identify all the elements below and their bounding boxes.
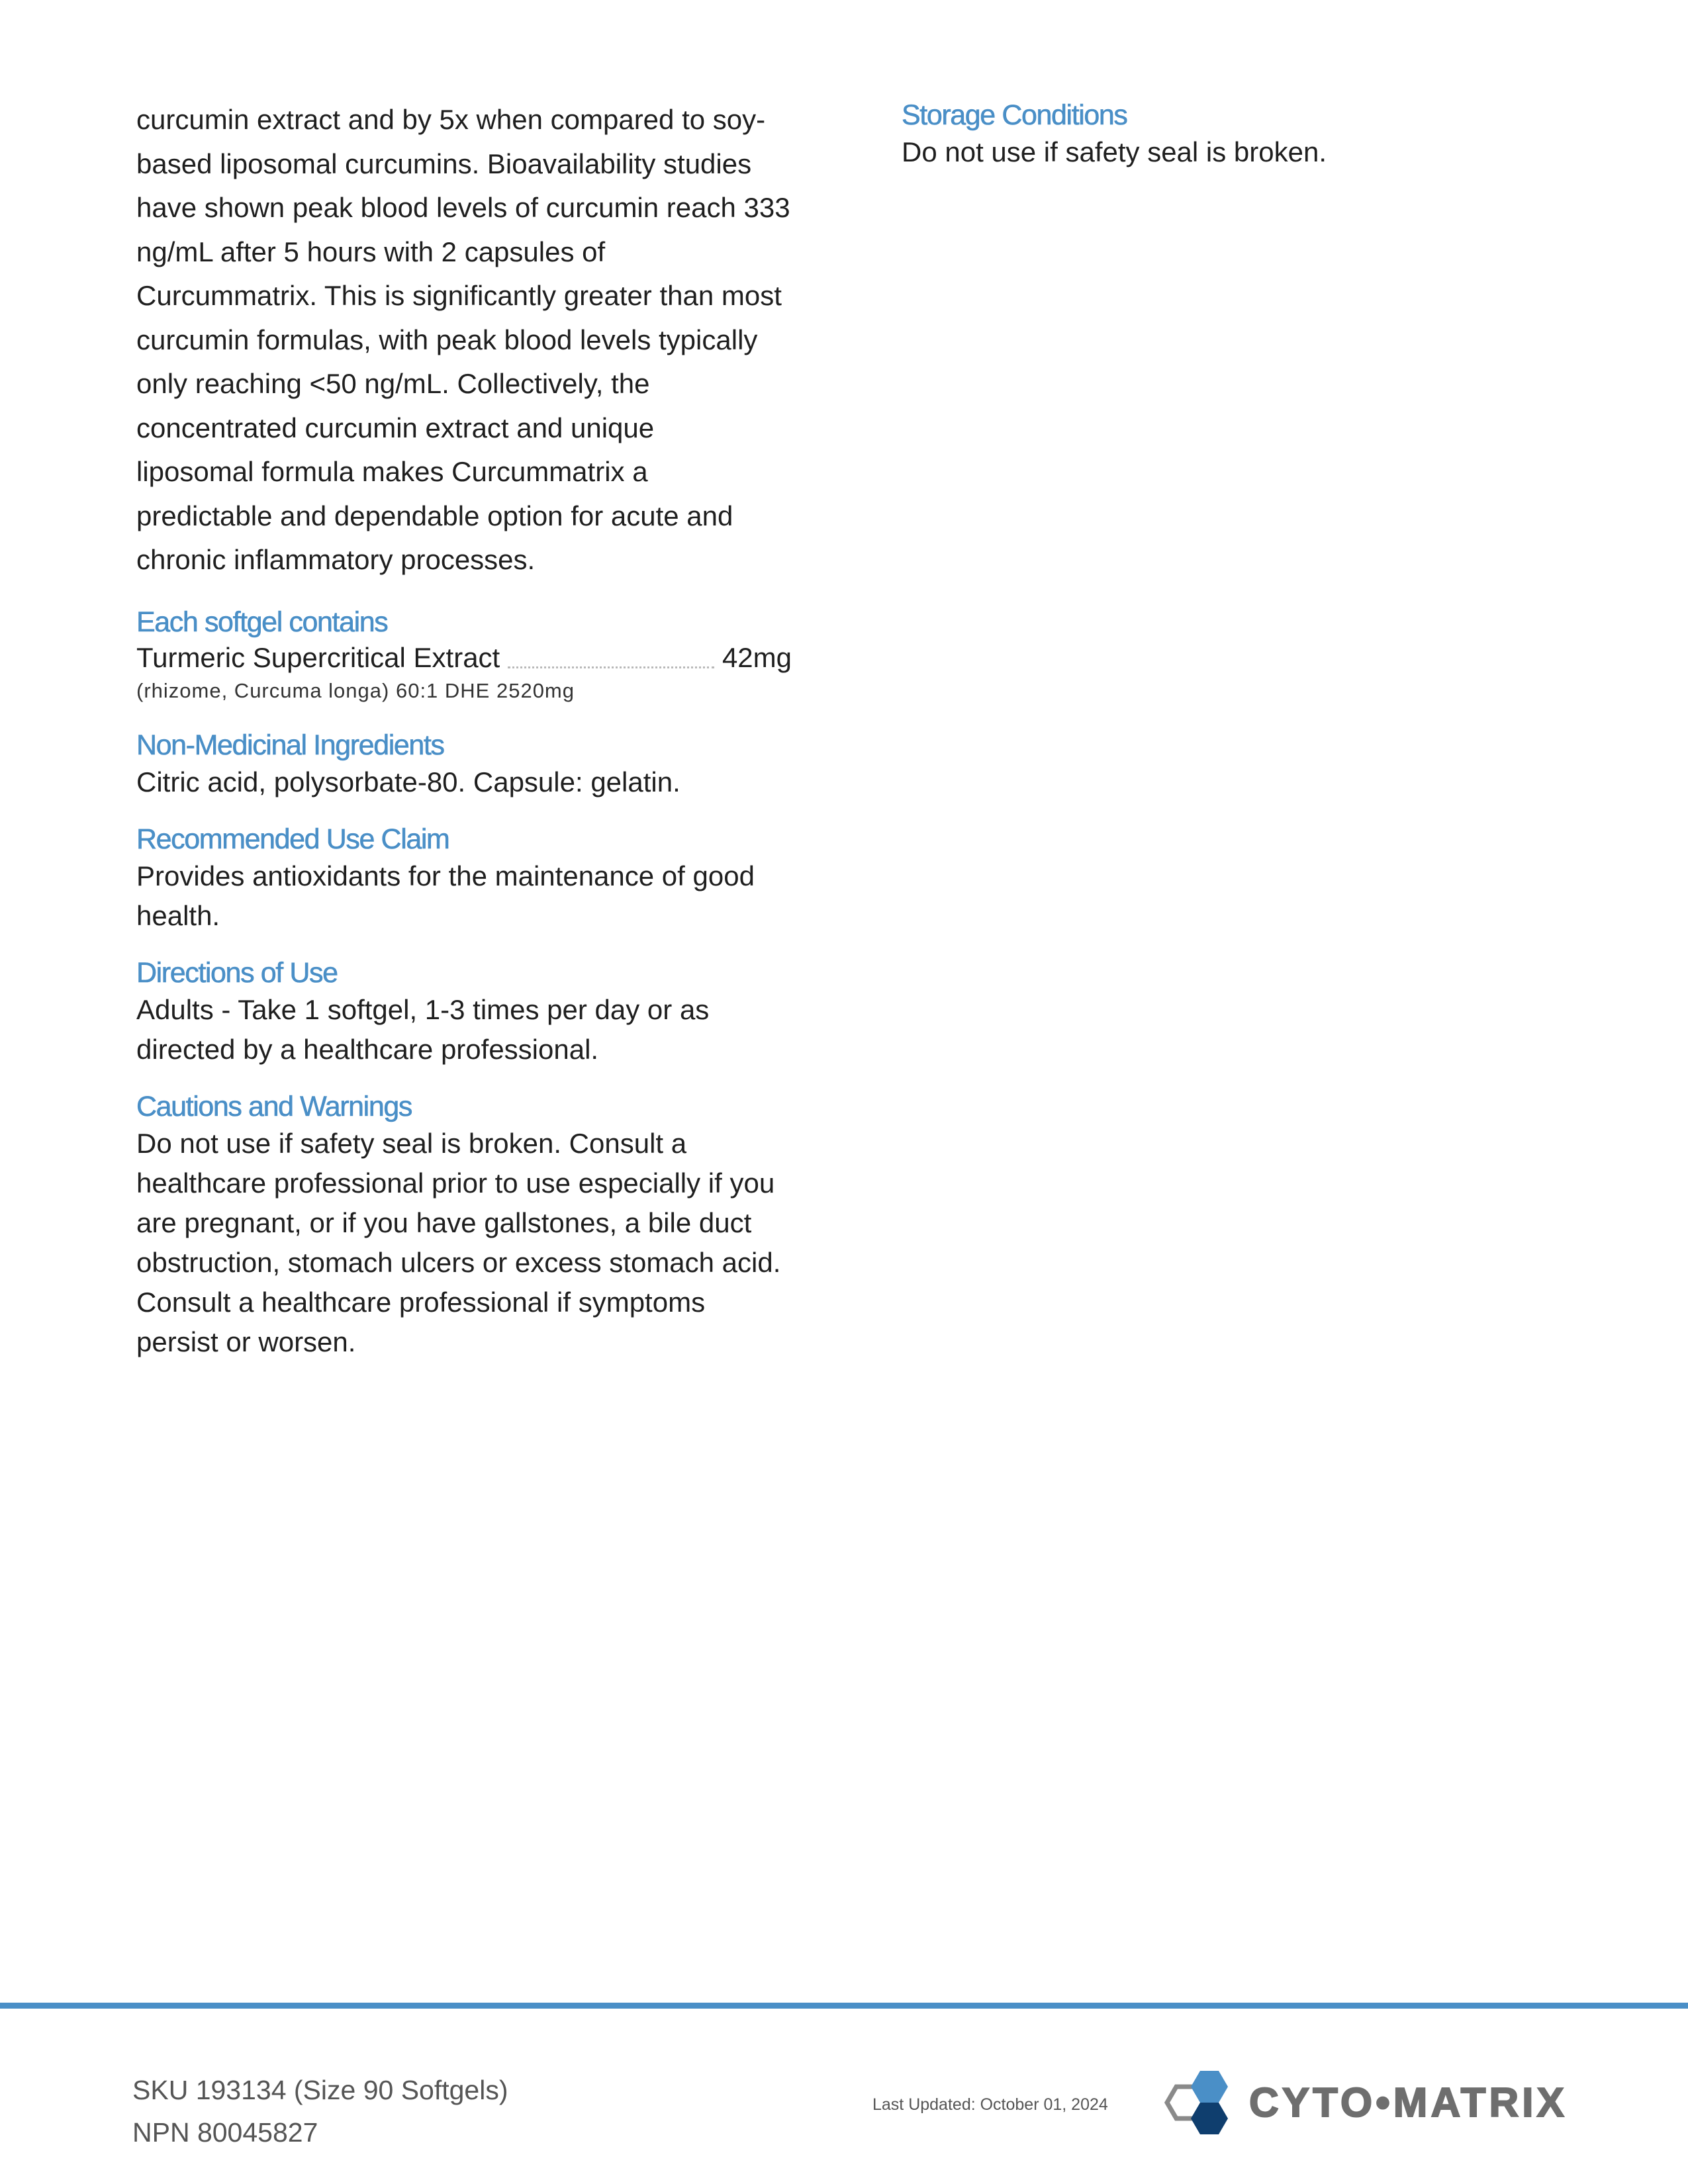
right-column — [902, 98, 1497, 172]
directions-section — [136, 956, 792, 1069]
sku-text: SKU 193134 (Size 90 Softgels) — [132, 2075, 508, 2105]
intro-line: have shown peak blood levels of curcumin reach 333 — [136, 192, 790, 223]
ingredient-row — [136, 639, 792, 676]
recommended-use-section — [136, 822, 792, 936]
last-updated-text: Last Updated: October 01, 2024 — [872, 2095, 1108, 2114]
hexagon-logo-icon — [1162, 2068, 1241, 2138]
cautions-line: obstruction, stomach ulcers or excess stomach acid. — [136, 1246, 781, 1278]
intro-line: liposomal formula makes Curcummatrix a — [136, 456, 648, 487]
recommended-use-line: Provides antioxidants for the maintenance of good — [136, 860, 755, 891]
directions-heading: Directions of Use — [136, 956, 338, 989]
intro-line: Curcummatrix. This is significantly greater than most — [136, 280, 782, 311]
intro-line: ng/mL after 5 hours with 2 capsules of — [136, 236, 606, 267]
intro-line: curcumin formulas, with peak blood levels typically — [136, 324, 758, 355]
recommended-use-heading: Recommended Use Claim — [136, 823, 449, 855]
cautions-section — [136, 1089, 792, 1362]
ingredient-amount: 42mg — [722, 641, 792, 673]
softgel-section — [136, 605, 792, 705]
storage-heading: Storage Conditions — [902, 99, 1127, 131]
intro-line: only reaching <50 ng/mL. Collectively, the — [136, 368, 650, 399]
softgel-heading: Each softgel contains — [136, 606, 388, 638]
cautions-line: Do not use if safety seal is broken. Consult a — [136, 1127, 687, 1159]
cautions-line: Consult a healthcare professional if symptoms — [136, 1286, 706, 1318]
footer-product-info — [132, 2069, 508, 2154]
ingredient-name: Turmeric Supercritical Extract — [136, 641, 500, 673]
intro-line: chronic inflammatory processes. — [136, 544, 536, 575]
left-column — [136, 98, 792, 1362]
storage-text: Do not use if safety seal is broken. — [902, 136, 1327, 167]
recommended-use-line: health. — [136, 899, 220, 931]
non-medicinal-text: Citric acid, polysorbate-80. Capsule: gelatin. — [136, 766, 680, 797]
intro-line: concentrated curcumin extract and unique — [136, 412, 655, 443]
cautions-line: healthcare professional prior to use especially if you — [136, 1167, 775, 1199]
cytomatrix-logo — [1162, 2068, 1568, 2138]
intro-line: predictable and dependable option for acute and — [136, 500, 733, 531]
non-medicinal-heading: Non-Medicinal Ingredients — [136, 729, 444, 761]
intro-line: curcumin extract and by 5x when compared to soy- — [136, 104, 766, 135]
dotted-leader — [508, 666, 714, 668]
footer-divider — [0, 2003, 1688, 2009]
cautions-line: persist or worsen. — [136, 1326, 356, 1357]
directions-line: Adults - Take 1 softgel, 1-3 times per day or as — [136, 993, 710, 1025]
intro-paragraph — [136, 98, 792, 582]
directions-line: directed by a healthcare professional. — [136, 1033, 599, 1065]
brand-wordmark: CYTO•MATRIX — [1249, 2079, 1568, 2126]
cautions-line: are pregnant, or if you have gallstones, a bile duct — [136, 1206, 752, 1238]
npn-text: NPN 80045827 — [132, 2117, 318, 2148]
ingredient-detail: (rhizome, Curcuma longa) 60:1 DHE 2520mg — [136, 678, 575, 702]
cautions-heading: Cautions and Warnings — [136, 1090, 412, 1122]
intro-line: based liposomal curcumins. Bioavailability studies — [136, 148, 752, 179]
non-medicinal-section — [136, 728, 792, 802]
